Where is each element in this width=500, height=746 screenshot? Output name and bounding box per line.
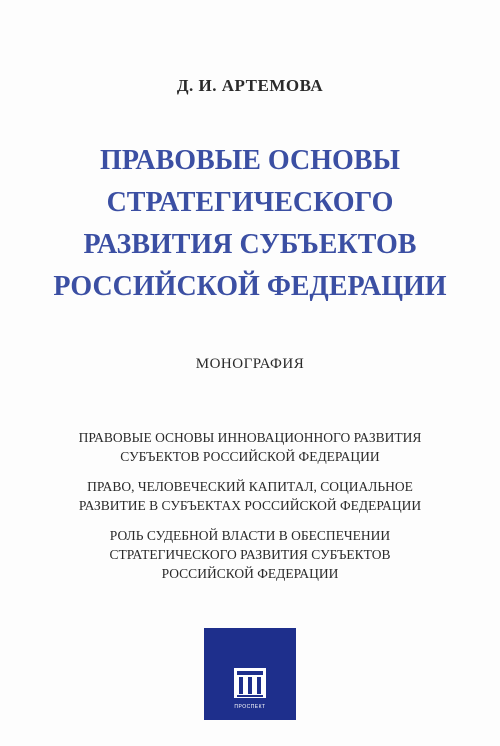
topic-line: РОССИЙСКОЙ ФЕДЕРАЦИИ	[161, 566, 339, 581]
title-line: СТРАТЕГИЧЕСКОГО	[106, 187, 394, 218]
topic-line: ПРАВО, ЧЕЛОВЕЧЕСКИЙ КАПИТАЛ, СОЦИАЛЬНОЕ	[87, 479, 413, 494]
title-line: РАЗВИТИЯ СУБЪЕКТОВ	[83, 229, 417, 260]
genre-label: МОНОГРАФИЯ	[195, 356, 305, 372]
book-title	[20, 140, 480, 308]
topic-line: РАЗВИТИЕ В СУБЪЕКТАХ РОССИЙСКОЙ ФЕДЕРАЦИИ	[78, 498, 422, 513]
topics-list	[30, 428, 470, 594]
topic-line: СТРАТЕГИЧЕСКОГО РАЗВИТИЯ СУБЪЕКТОВ	[109, 547, 391, 562]
topic-line: СУБЪЕКТОВ РОССИЙСКОЙ ФЕДЕРАЦИИ	[120, 449, 380, 464]
publisher-logo	[204, 628, 296, 720]
topic-item	[30, 428, 470, 466]
topic-line: РОЛЬ СУДЕБНОЙ ВЛАСТИ В ОБЕСПЕЧЕНИИ	[109, 528, 391, 543]
topic-item	[30, 526, 470, 583]
publisher-name: ПРОСПЕКТ	[234, 704, 266, 710]
topic-line: ПРАВОВЫЕ ОСНОВЫ ИННОВАЦИОННОГО РАЗВИТИЯ	[78, 430, 422, 445]
title-line: РОССИЙСКОЙ ФЕДЕРАЦИИ	[53, 271, 447, 302]
author-name: Д. И. АРТЕМОВА	[176, 76, 324, 95]
title-line: ПРАВОВЫЕ ОСНОВЫ	[100, 145, 400, 176]
topic-item	[30, 477, 470, 515]
building-columns-icon	[234, 668, 266, 702]
